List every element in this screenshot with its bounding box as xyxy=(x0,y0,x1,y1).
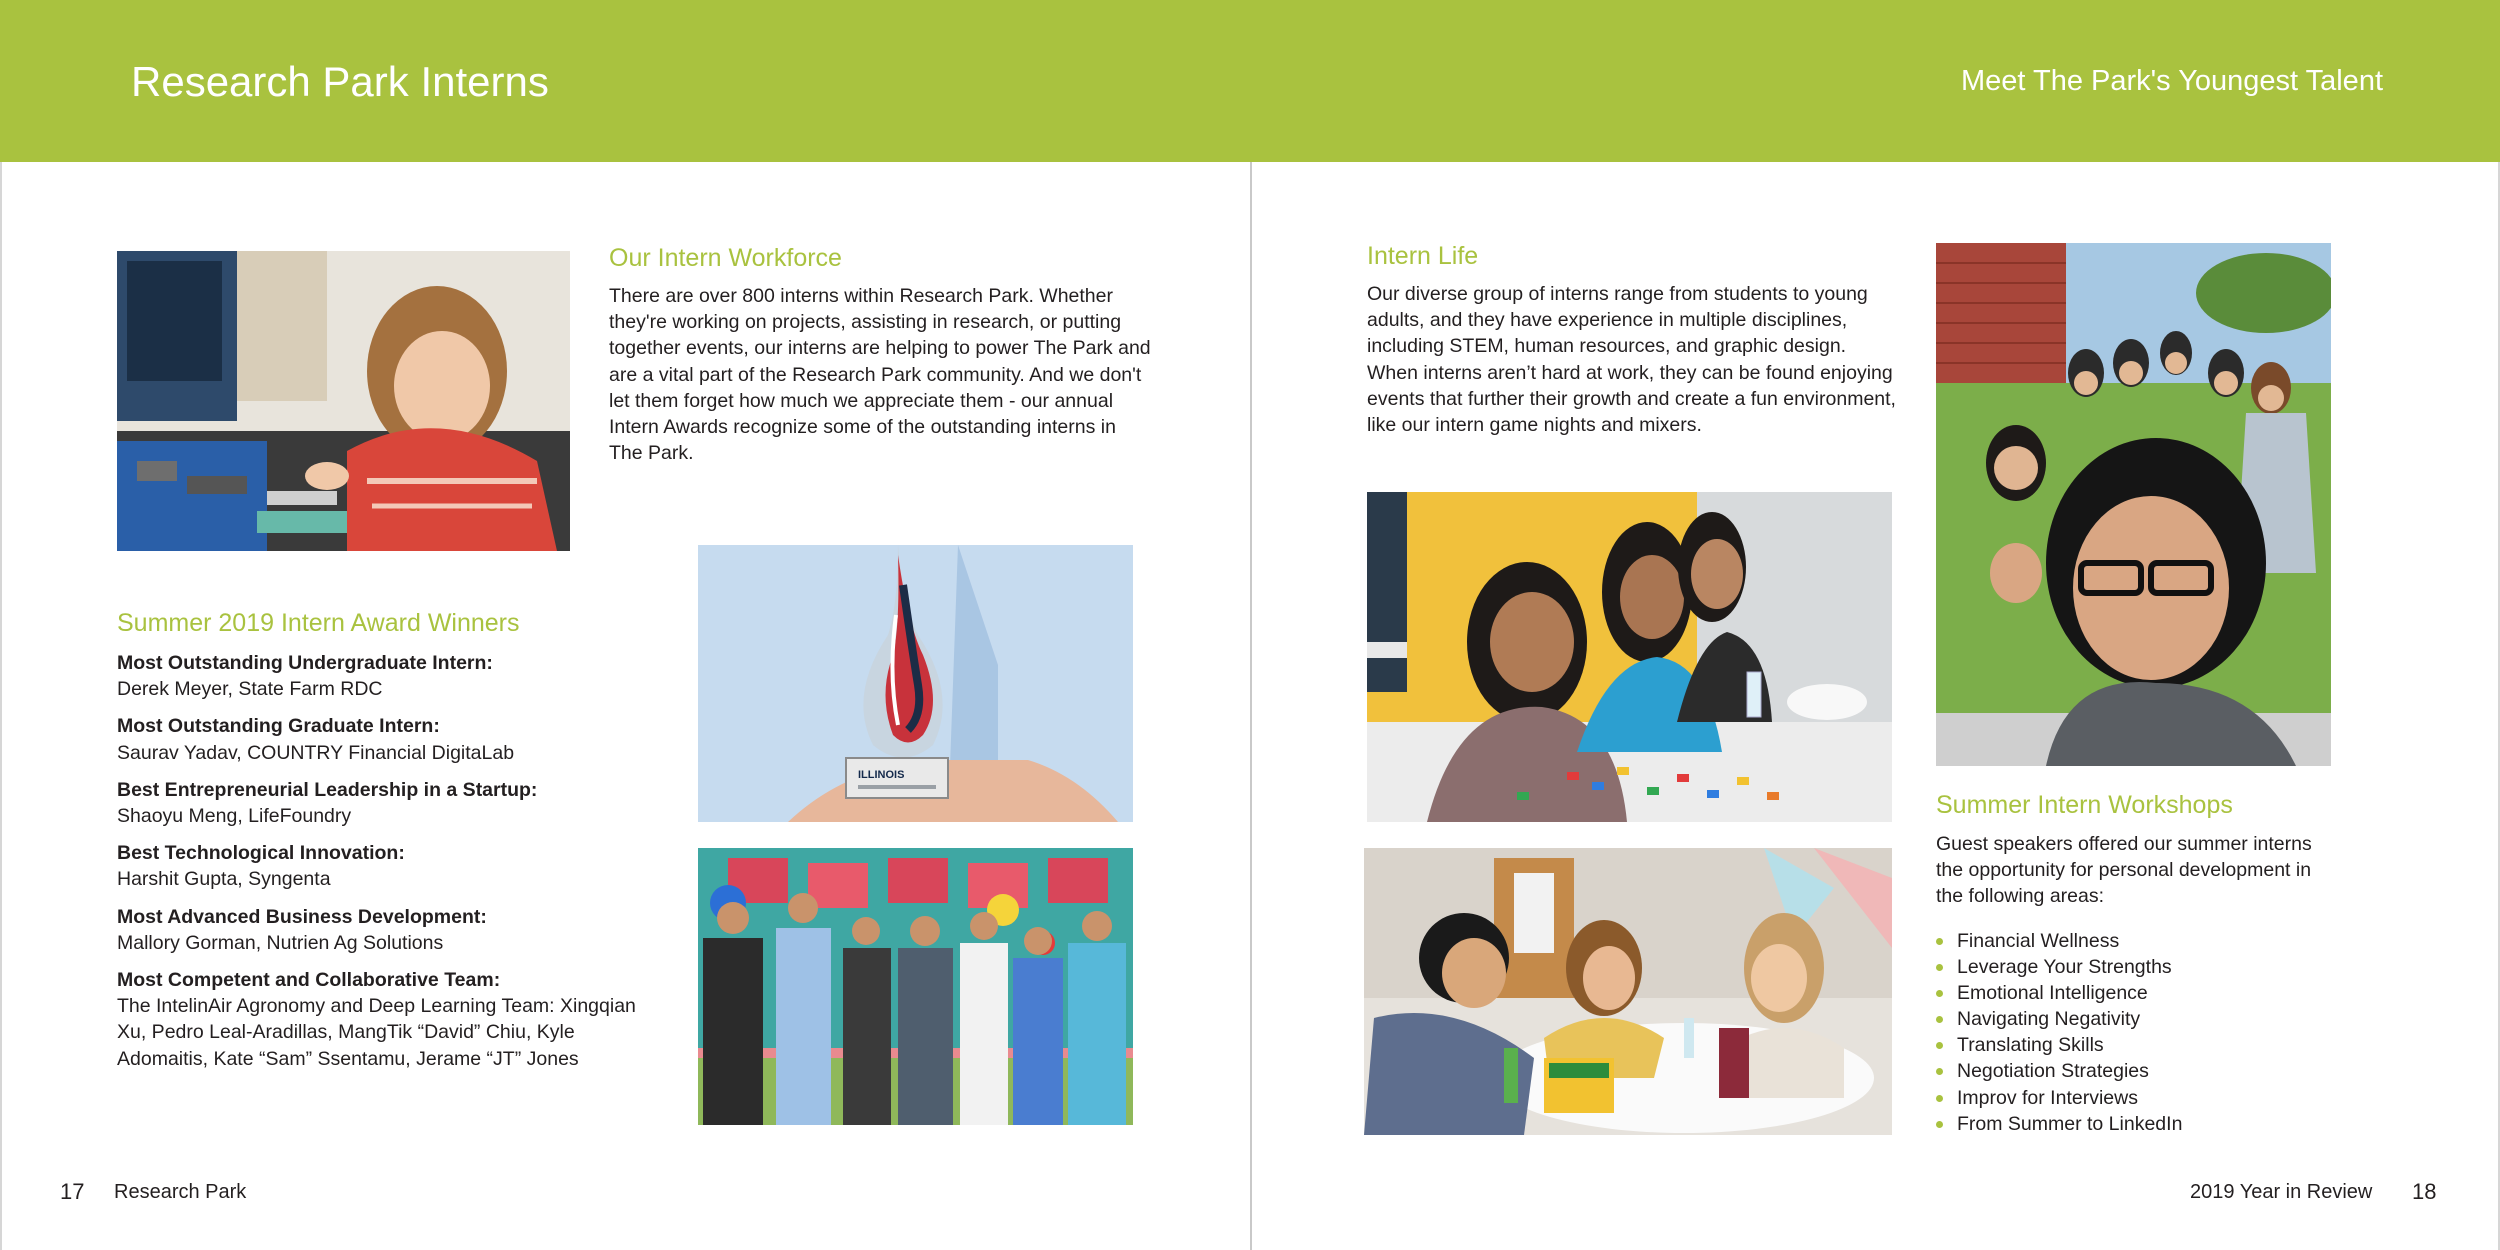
award-winner: Harshit Gupta, Syngenta xyxy=(117,868,331,891)
awards-list xyxy=(117,650,637,1083)
workshop-topic: Negotiation Strategies xyxy=(1957,1060,2149,1083)
award-item xyxy=(117,967,637,1072)
photo-intern-game-night xyxy=(1367,492,1892,822)
award-category: Best Technological Innovation: xyxy=(117,842,405,865)
award-item xyxy=(117,840,637,892)
award-winner: The IntelinAir Agronomy and Deep Learning Team: Xingqian Xu, Pedro Leal-Aradillas, MangTik “David” Chiu, Kyle Adomaitis, Kate “Sam” Ssentamu, Jerame “JT” Jones xyxy=(117,995,636,1070)
header-bar xyxy=(0,0,2500,162)
list-item xyxy=(1936,1006,2296,1032)
award-category: Most Outstanding Graduate Intern: xyxy=(117,715,440,738)
awards-heading: Summer 2019 Intern Award Winners xyxy=(117,609,520,637)
list-item xyxy=(1936,1085,2296,1111)
workshop-topic: Financial Wellness xyxy=(1957,930,2120,952)
award-winner: Shaoyu Meng, LifeFoundry xyxy=(117,805,352,828)
workshop-topic: Navigating Negativity xyxy=(1957,1008,2141,1031)
award-category: Most Advanced Business Development: xyxy=(117,905,487,928)
page-title: Research Park Interns xyxy=(131,58,549,105)
workshop-topic: Translating Skills xyxy=(1957,1034,2104,1057)
photo-award-winners-group xyxy=(698,848,1133,1125)
award-item xyxy=(117,777,637,829)
list-item xyxy=(1936,980,2296,1006)
award-winner: Saurav Yadav, COUNTRY Financial DigitaLab xyxy=(117,741,515,764)
list-item xyxy=(1936,1111,2296,1137)
page-number-right: 18 xyxy=(2412,1179,2437,1204)
photo-intern-group-selfie xyxy=(1936,243,2331,766)
photo-intern-workshop xyxy=(1364,848,1892,1135)
page-spine-divider xyxy=(1250,162,1252,1250)
workshops-list xyxy=(1936,928,2296,1137)
bullet-icon xyxy=(1936,938,1943,945)
photo-award-trophy xyxy=(698,545,1133,822)
bullet-icon xyxy=(1936,1121,1943,1128)
intern-life-paragraph: Our diverse group of interns range from students to young adults, and they have experience in multiple disciplines, including STEM, human resources, and graphic design. When interns aren’t hard at work, they can be found enjoying events that further their growth and create a fun environment, like our intern game nights and mixers. xyxy=(1367,283,1896,437)
workshop-topic: From Summer to LinkedIn xyxy=(1957,1112,2183,1135)
award-item xyxy=(117,904,637,956)
list-item xyxy=(1936,1032,2296,1058)
list-item xyxy=(1936,954,2296,980)
page-subtitle: Meet The Park's Youngest Talent xyxy=(1960,65,2383,97)
bullet-icon xyxy=(1936,964,1943,971)
bullet-icon xyxy=(1936,990,1943,997)
page-edge-left xyxy=(0,162,2,1250)
award-category: Most Outstanding Undergraduate Intern: xyxy=(117,652,493,674)
award-winner: Derek Meyer, State Farm RDC xyxy=(117,678,383,701)
list-item xyxy=(1936,928,2296,954)
award-category: Best Entrepreneurial Leadership in a Startup: xyxy=(117,778,538,801)
photo-intern-working xyxy=(117,251,570,551)
bullet-icon xyxy=(1936,1016,1943,1023)
trophy-plaque-label: ILLINOIS xyxy=(858,769,905,781)
workshop-topic: Improv for Interviews xyxy=(1957,1086,2138,1109)
intern-life-heading: Intern Life xyxy=(1367,242,1479,270)
award-item xyxy=(117,713,637,765)
workshop-topic: Leverage Your Strengths xyxy=(1957,956,2172,979)
award-category: Most Competent and Collaborative Team: xyxy=(117,969,501,992)
list-item xyxy=(1936,1058,2296,1084)
footer-left-text: Research Park xyxy=(114,1181,247,1203)
award-item xyxy=(117,650,637,702)
bullet-icon xyxy=(1936,1042,1943,1049)
award-winner: Mallory Gorman, Nutrien Ag Solutions xyxy=(117,931,444,954)
workshops-intro: Guest speakers offered our summer interns the opportunity for personal development in the following areas: xyxy=(1936,833,2312,908)
footer-right-text: 2019 Year in Review xyxy=(2190,1181,2373,1203)
bullet-icon xyxy=(1936,1068,1943,1075)
workforce-paragraph: There are over 800 interns within Research Park. Whether they're working on projects, assisting in research, or putting together events, our interns are helping to power The Park and are a vital part of the Research Park community. And we don't let them forget how much we appreciate them - our annual Intern Awards recognize some of the outstanding interns in The Park. xyxy=(609,285,1151,465)
page-number-left: 17 xyxy=(60,1179,85,1204)
workforce-heading: Our Intern Workforce xyxy=(609,244,842,272)
workshops-heading: Summer Intern Workshops xyxy=(1936,791,2233,819)
workshop-topic: Emotional Intelligence xyxy=(1957,982,2148,1005)
bullet-icon xyxy=(1936,1095,1943,1102)
